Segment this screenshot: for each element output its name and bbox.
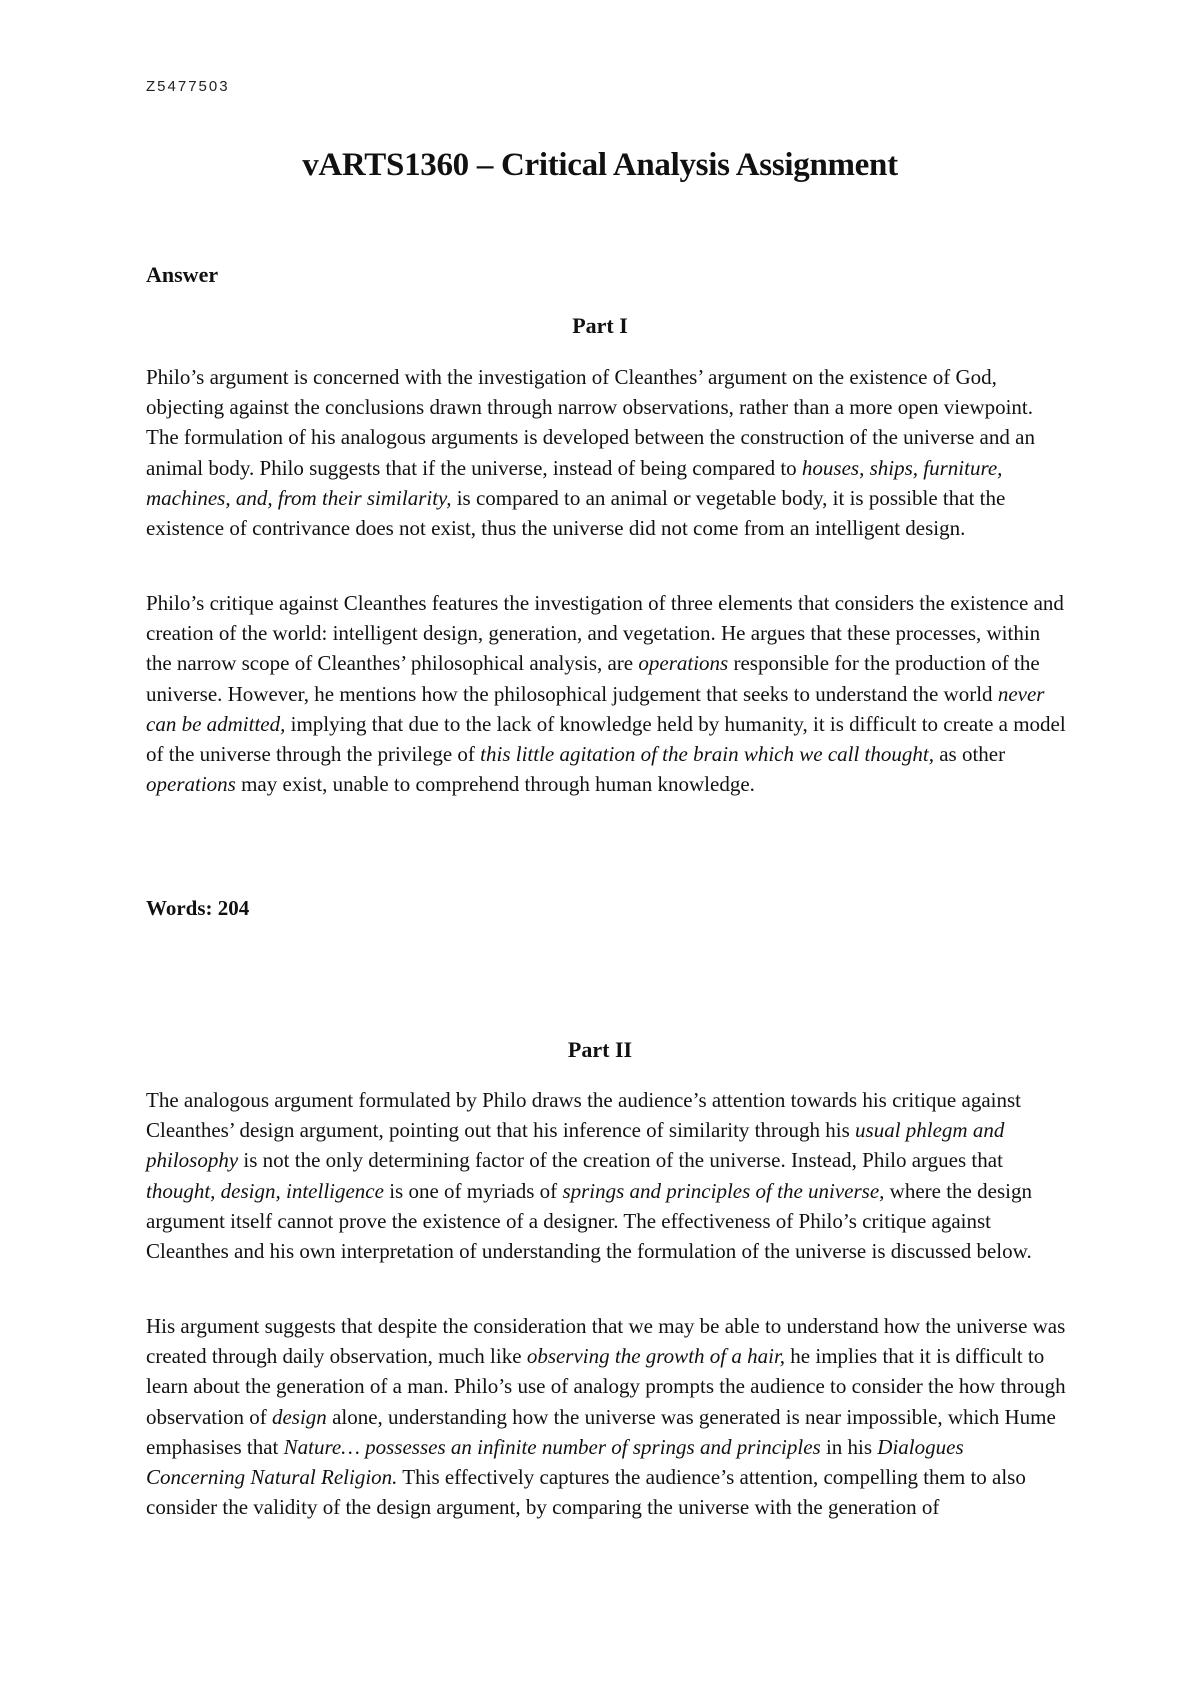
page-title: vARTS1360 – Critical Analysis Assignment: [302, 147, 898, 183]
text-run: The analogous argument formulated by Philo draws the audience’s attention towards his critique against Cleanthes’ design argument, pointing out that his inference of similarity through his: [146, 1088, 1021, 1143]
text-run: is not the only determining factor of the creation of the universe. Instead, Philo argues that: [238, 1148, 1003, 1173]
text-run: Philo’s critique against Cleanthes features the investigation of three elements that considers the existence and creation of the world: intelligent design, generation, and vegetation. He argues that these processes, within the narrow scope of Cleanthes’ philosophical analysis, are: [146, 591, 1064, 676]
text-run: in his: [820, 1434, 878, 1459]
text-run: Philo’s argument is concerned with the investigation of Cleanthes’ argument on the existence of God, objecting against the conclusions drawn through narrow observations, rather than a more open viewpoint. The formulation of his analogous arguments is developed between the construction of the universe and an animal body. Philo suggests that if the universe, instead of being compared to: [146, 365, 1035, 480]
italic-text-run: usual phlegm and philosophy: [146, 1118, 1005, 1173]
part2-paragraph-2: [146, 1311, 1066, 1522]
italic-text-run: springs and principles of the universe,: [562, 1178, 885, 1203]
part1-heading: Part I: [572, 313, 628, 338]
text-run: where the design argument itself cannot prove the existence of a designer. The effectiveness of Philo’s critique against Cleanthes and his own interpretation of understanding the formulation of the universe is discussed below.: [146, 1178, 1032, 1264]
italic-text-run: operations: [146, 772, 236, 797]
italic-text-run: never can be admitted,: [146, 681, 1045, 736]
italic-text-run: houses, ships, furniture, machines, and, from their similarity,: [146, 455, 1003, 510]
text-run: is one of myriads of: [383, 1178, 563, 1203]
italic-text-run: design: [271, 1404, 327, 1429]
italic-text-run: Nature… possesses an infinite number of springs and principles: [283, 1434, 821, 1459]
text-run: responsible for the production of the universe. However, he mentions how the philosophical judgement that seeks to understand the world: [146, 651, 1040, 706]
text-run: implying that due to the lack of knowledge held by humanity, it is difficult to create a model of the universe through the privilege of: [146, 711, 1066, 767]
student-id: Z5477503: [146, 78, 230, 95]
text-run: he implies that it is difficult to learn about the generation of a man. Philo’s use of analogy prompts the audience to consider the how through observation of: [146, 1344, 1066, 1429]
text-run: may exist, unable to comprehend through human knowledge.: [235, 772, 755, 797]
part1-paragraph-1: [146, 362, 1066, 543]
italic-text-run: observing the growth of a hair,: [526, 1344, 786, 1369]
italic-text-run: Dialogues Concerning Natural Religion.: [146, 1434, 964, 1490]
text-run: alone, understanding how the universe was generated is near impossible, which Hume emphasises that: [146, 1404, 1056, 1459]
word-count: Words: 204: [146, 896, 250, 920]
italic-text-run: thought, design, intelligence: [146, 1178, 384, 1203]
text-run: His argument suggests that despite the consideration that we may be able to understand how the universe was created through daily observation, much like: [146, 1314, 1066, 1369]
answer-heading: Answer: [146, 262, 219, 287]
text-run: is compared to an animal or vegetable body, it is possible that the existence of contrivance does not exist, thus the universe did not come from an intelligent design.: [146, 485, 1006, 541]
text-run: as other: [933, 742, 1006, 767]
text-run: This effectively captures the audience’s attention, compelling them to also consider the validity of the design argument, by comparing the universe with the generation of: [146, 1465, 1026, 1520]
part2-heading: Part II: [567, 1037, 633, 1062]
part1-paragraph-2: [146, 588, 1066, 799]
italic-text-run: operations: [638, 651, 729, 676]
italic-text-run: this little agitation of the brain which we call thought,: [480, 742, 934, 767]
part2-paragraph-1: [146, 1085, 1066, 1266]
